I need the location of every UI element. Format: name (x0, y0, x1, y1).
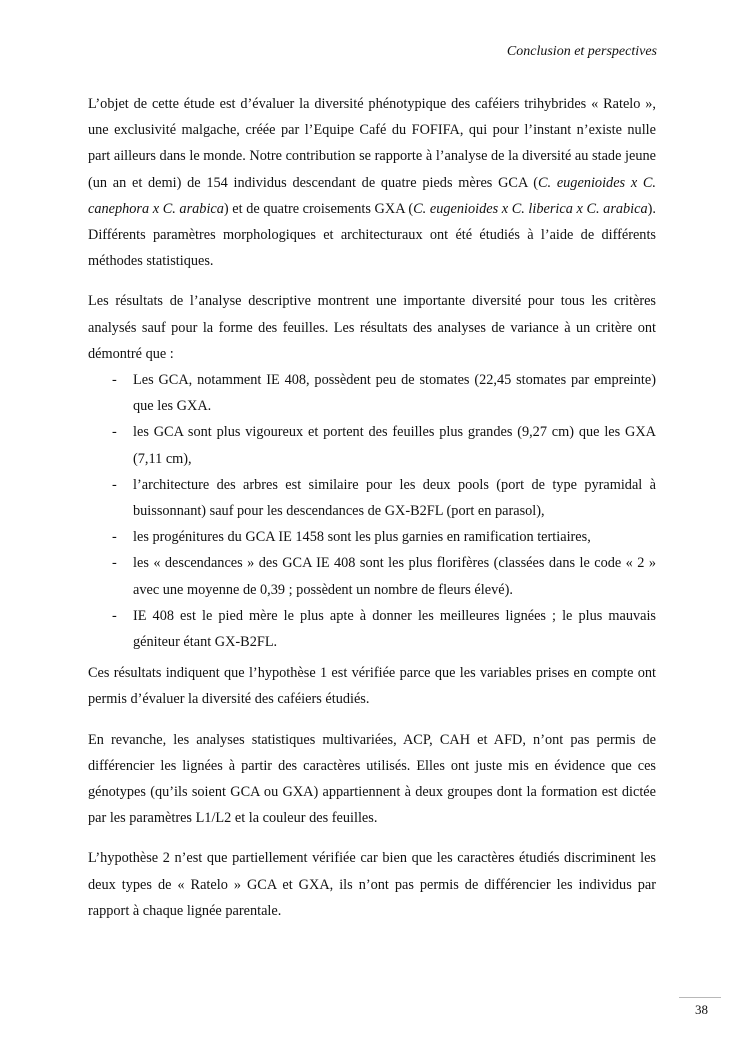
list-item (88, 603, 656, 655)
list-item (88, 472, 656, 524)
species-cross-gxa: C. eugenioides x C. liberica x C. arabica (413, 200, 648, 217)
list-item (88, 419, 656, 471)
bullet-dash: - (112, 424, 117, 441)
intro-paragraph (88, 91, 656, 274)
page-body (88, 91, 656, 938)
list-item (88, 550, 656, 602)
list-item (88, 524, 656, 550)
page-number: 38 (695, 1002, 708, 1017)
list-item (88, 367, 656, 419)
intro-text-3: ). Différents paramètres morphologiques et architecturaux ont été étudiés à l’aide de différents méthodes statistiques. (88, 200, 656, 270)
bullet-dash: - (112, 555, 117, 572)
hypothesis-2-paragraph: L’hypothèse 2 n’est que partiellement vérifiée car bien que les caractères étudiés discriminent les deux types de « Ratelo » GCA et GXA, ils n’ont pas permis de différencier les individus par rapport à chaque lignée parentale. (88, 850, 656, 919)
list-item-text: IE 408 est le pied mère le plus apte à donner les meilleures lignées ; le plus mauvais géniteur étant GX-B2FL. (133, 607, 656, 651)
running-header: Conclusion et perspectives (506, 44, 657, 59)
list-item-text: les « descendances » des GCA IE 408 sont les plus florifères (classées dans le code « 2 » avec une moyenne de 0,39 ; possèdent un nombre de fleurs élevé). (133, 555, 656, 598)
list-item-text: Les GCA, notamment IE 408, possèdent peu de stomates (22,45 stomates par empreinte) que les GXA. (133, 372, 656, 415)
results-intro-paragraph: Les résultats de l’analyse descriptive montrent une importante diversité pour tous les critères analysés sauf pour la forme des feuilles. Les résultats des analyses de variance à un critère ont démontré que : (88, 293, 656, 362)
list-item-text: les progénitures du GCA IE 1458 sont les plus garnies en ramification tertiaires, (133, 529, 591, 546)
page-number-rule (679, 997, 721, 998)
results-list (88, 367, 656, 655)
bullet-dash: - (112, 607, 117, 624)
list-item-text: les GCA sont plus vigoureux et portent des feuilles plus grandes (9,27 cm) que les GXA (7,11 cm), (133, 424, 656, 467)
bullet-dash: - (112, 372, 117, 389)
bullet-dash: - (112, 529, 117, 546)
bullet-dash: - (112, 476, 117, 493)
intro-text-1: L’objet de cette étude est d’évaluer la diversité phénotypique des caféiers trihybrides « Ratelo », une exclusivité malgache, créée par l’Equipe Café du FOFIFA, qui pour l’instant n’existe nulle part ailleurs dans le monde. Notre contribution se rapporte à l’analyse de la diversité au stade jeune (un an et demi) de 154 individus descendant de quatre pieds mères GCA ( (88, 96, 656, 191)
multivariate-paragraph: En revanche, les analyses statistiques multivariées, ACP, CAH et AFD, n’ont pas permis de différencier les lignées à partir des caractères utilisés. Elles ont juste mis en évidence que ces génotypes (qu’ils soient GCA ou GXA) appartiennent à deux groupes dont la formation est dictée par les paramètres L1/L2 et la couleur des feuilles. (88, 731, 656, 827)
hypothesis-1-paragraph: Ces résultats indiquent que l’hypothèse 1 est vérifiée parce que les variables prises en compte ont permis d’évaluer la diversité des caféiers étudiés. (88, 665, 656, 708)
list-item-text: l’architecture des arbres est similaire pour les deux pools (port de type pyramidal à buissonnant) sauf pour les descendances de GX-B2FL (port en parasol), (133, 476, 656, 520)
species-cross-gca: C. eugenioides x C. canephora x C. arabica (88, 174, 657, 217)
intro-text-2: ) et de quatre croisements GXA ( (223, 200, 414, 217)
